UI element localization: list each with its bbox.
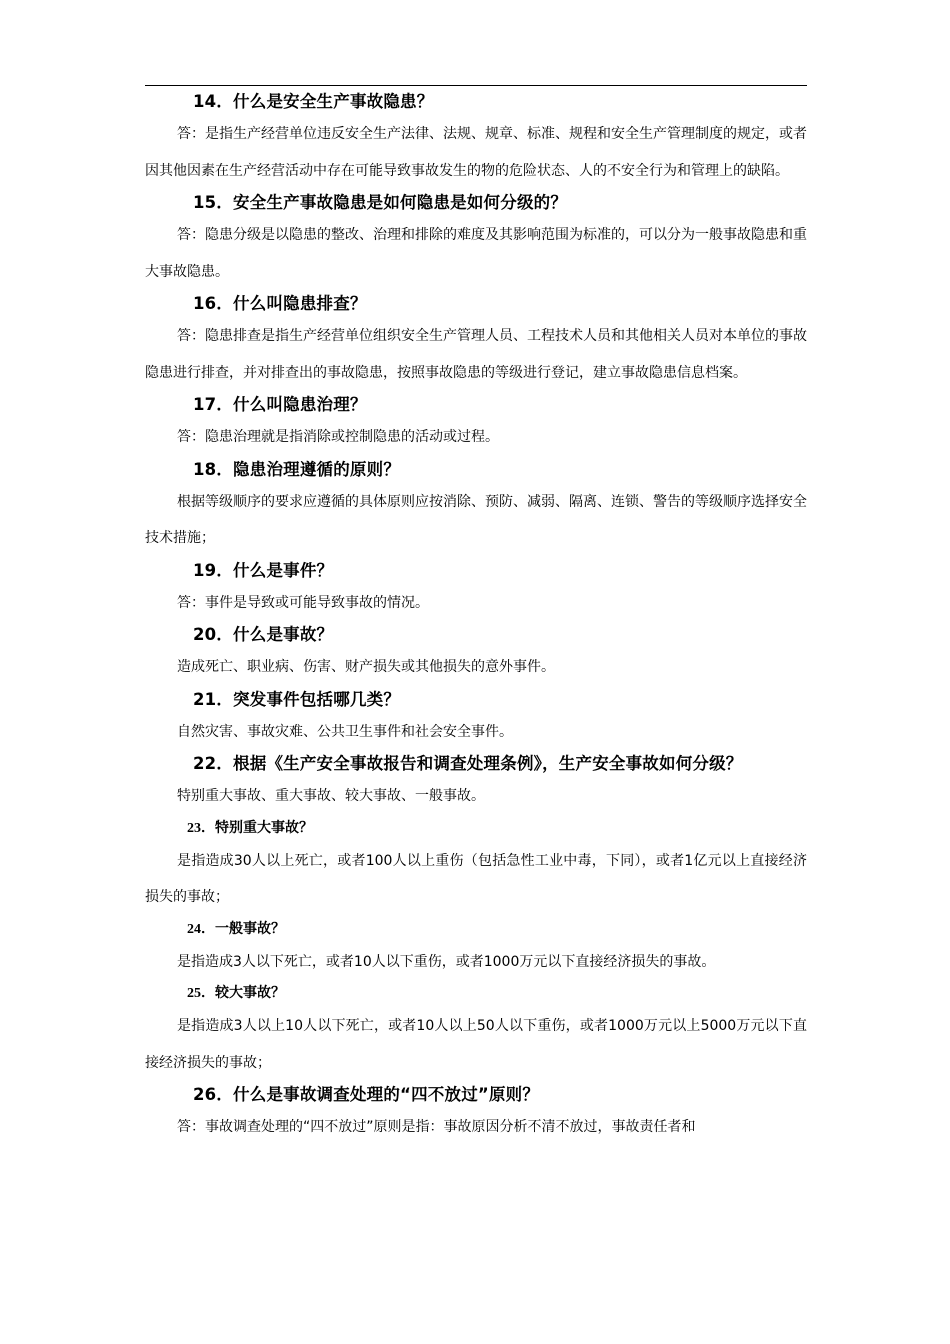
answer-paragraph: 是指造成3人以下死亡，或者10人以下重伤，或者1000万元以下直接经济损失的事故。 <box>177 953 716 970</box>
question-heading: 18．隐患治理遵循的原则？ <box>193 459 401 479</box>
answer-paragraph: 造成死亡、职业病、伤害、财产损失或其他损失的意外事件。 <box>177 659 555 675</box>
question-heading: 15．安全生产事故隐患是如何隐患是如何分级的？ <box>193 193 568 212</box>
answer-paragraph: 答：隐患治理就是指消除或控制隐患的活动或过程。 <box>177 429 499 445</box>
question-heading: 22．根据《生产安全事故报告和调查处理条例》，生产安全事故如何分级？ <box>193 754 743 773</box>
question-heading-small: 25．较大事故？ <box>187 986 285 1001</box>
header-rule <box>145 85 807 86</box>
answer-paragraph: 答：隐患排查是指生产经营单位组织安全生产管理人员、工程技术人员和其他相关人员对本单位的事故隐患进行排查，并对排查出的事故隐患，按照事故隐患的等级进行登记，建立事故隐患信息档案。 <box>145 328 807 381</box>
question-heading-small: 24．一般事故？ <box>187 921 285 937</box>
answer-paragraph: 是指造成3人以上10人以下死亡，或者10人以上50人以下重伤，或者1000万元以上5000万元以下直接经济损失的事故； <box>145 1018 807 1071</box>
question-heading: 19．什么是事件？ <box>193 560 334 580</box>
answer-paragraph: 是指造成30人以上死亡，或者100人以上重伤（包括急性工业中毒，下同），或者1亿元以上直接经济损失的事故； <box>145 852 807 905</box>
answer-paragraph: 答：事件是导致或可能导致事故的情况。 <box>177 594 429 611</box>
question-heading: 21．突发事件包括哪几类？ <box>193 689 401 709</box>
question-heading: 17．什么叫隐患治理？ <box>193 395 367 414</box>
answer-paragraph: 答：隐患分级是以隐患的整改、治理和排除的难度及其影响范围为标准的，可以分为一般事故隐患和重大事故隐患。 <box>145 227 807 280</box>
question-heading: 14．什么是安全生产事故隐患？ <box>193 92 434 111</box>
question-heading: 16．什么叫隐患排查？ <box>193 294 367 313</box>
question-heading: 26．什么是事故调查处理的“四不放过”原则？ <box>193 1085 540 1104</box>
answer-paragraph: 特别重大事故、重大事故、较大事故、一般事故。 <box>177 788 485 804</box>
question-heading: 20．什么是事故？ <box>193 625 334 644</box>
answer-paragraph: 答：事故调查处理的“四不放过”原则是指：事故原因分析不清不放过，事故责任者和 <box>177 1119 696 1135</box>
answer-paragraph: 自然灾害、事故灾难、公共卫生事件和社会安全事件。 <box>177 723 513 740</box>
answer-paragraph: 答：是指生产经营单位违反安全生产法律、法规、规章、标准、规程和安全生产管理制度的规定，或者因其他因素在生产经营活动中存在可能导致事故发生的物的危险状态、人的不安全行为和管理上的缺陷。 <box>145 126 807 179</box>
document-body <box>145 88 807 1146</box>
question-heading-small: 23．特别重大事故？ <box>187 820 313 836</box>
answer-paragraph: 根据等级顺序的要求应遵循的具体原则应按消除、预防、减弱、隔离、连锁、警告的等级顺序选择安全技术措施； <box>145 493 807 546</box>
